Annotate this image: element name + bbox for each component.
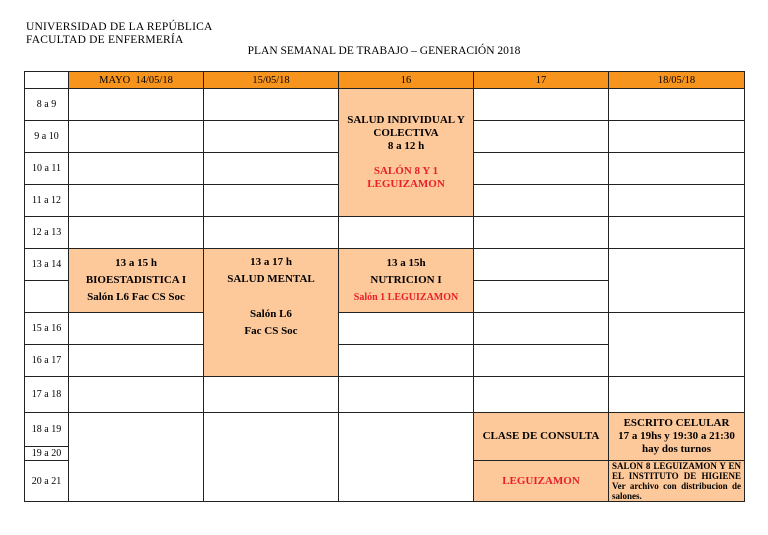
schedule-cell: [69, 377, 204, 413]
time-label: 15 a 16: [25, 313, 69, 345]
time-label: 11 a 12: [25, 185, 69, 217]
event-note: hay dos turnos: [641, 443, 712, 455]
schedule-cell: [609, 249, 745, 313]
event-title: NUTRICION I: [370, 274, 442, 286]
schedule-cell: [474, 153, 609, 185]
schedule-cell: [474, 345, 609, 377]
day-header-monday: MAYO 14/05/18: [69, 72, 204, 89]
schedule-cell: [69, 89, 204, 121]
time-label-empty: [25, 281, 69, 313]
schedule-cell: [69, 185, 204, 217]
schedule-cell: [204, 153, 339, 185]
schedule-cell: [474, 121, 609, 153]
event-time: 13 a 17 h: [250, 256, 292, 268]
time-label: 18 a 19: [25, 413, 69, 447]
time-label: 19 a 20: [25, 447, 69, 461]
event-room: SALON 8 LEGUIZAMON Y EN EL INSTITUTO DE HIGIENE Ver archivo con distribucion de salones.: [612, 461, 741, 501]
event-room: Salón L6: [250, 308, 292, 320]
event-title: SALUD MENTAL: [227, 273, 315, 285]
event-nutricion: [339, 249, 474, 313]
schedule-cell: [69, 121, 204, 153]
schedule-cell: [609, 313, 745, 377]
schedule-cell: [204, 377, 339, 413]
schedule-cell: [69, 217, 204, 249]
event-time: 17 a 19hs y 19:30 a 21:30: [618, 430, 735, 442]
schedule-cell: [69, 413, 204, 502]
schedule-cell: [204, 217, 339, 249]
schedule-cell: [69, 345, 204, 377]
event-leguizamon: [474, 461, 609, 502]
schedule-cell: [474, 281, 609, 313]
time-label: 16 a 17: [25, 345, 69, 377]
weekly-schedule-table: [24, 71, 745, 502]
schedule-cell: [609, 377, 745, 413]
day-header-thursday: 17: [474, 72, 609, 89]
schedule-cell: [69, 313, 204, 345]
schedule-cell: [474, 249, 609, 281]
day-header-friday: 18/05/18: [609, 72, 745, 89]
time-label: 17 a 18: [25, 377, 69, 413]
time-label: 20 a 21: [25, 461, 69, 502]
event-time: 8 a 12 h: [387, 140, 425, 152]
schedule-cell: [609, 89, 745, 121]
schedule-cell: [474, 185, 609, 217]
schedule-cell: [339, 217, 474, 249]
event-clase-consulta: [474, 413, 609, 461]
event-title: SALUD INDIVIDUAL Y COLECTIVA: [347, 114, 465, 139]
schedule-cell: [474, 217, 609, 249]
event-title: CLASE DE CONSULTA: [482, 430, 600, 442]
event-room: Salón 1 LEGUIZAMON: [353, 292, 459, 303]
event-title: BIOESTADISTICA I: [85, 274, 187, 286]
event-salud-mental: [204, 249, 339, 377]
event-escrito-celular: [609, 413, 745, 461]
day-header-wednesday: 16: [339, 72, 474, 89]
schedule-cell: [69, 153, 204, 185]
time-label: 8 a 9: [25, 89, 69, 121]
event-salud-individual: [339, 89, 474, 217]
event-room: Fac CS Soc: [244, 325, 298, 337]
schedule-cell: [474, 89, 609, 121]
event-escrito-room: [609, 461, 745, 502]
schedule-cell: [474, 377, 609, 413]
schedule-cell: [204, 121, 339, 153]
day-header-tuesday: 15/05/18: [204, 72, 339, 89]
schedule-cell: [609, 185, 745, 217]
schedule-cell: [609, 121, 745, 153]
time-label: 9 a 10: [25, 121, 69, 153]
schedule-cell: [339, 377, 474, 413]
event-room: Salón L6 Fac CS Soc: [87, 291, 185, 303]
event-time: 13 a 15 h: [115, 257, 157, 269]
plan-title: PLAN SEMANAL DE TRABAJO – GENERACIÓN 2018: [247, 45, 521, 57]
schedule-cell: [204, 89, 339, 121]
time-label: 10 a 11: [25, 153, 69, 185]
schedule-cell: [474, 313, 609, 345]
university-name: UNIVERSIDAD DE LA REPÚBLICA: [26, 21, 213, 33]
faculty-name: FACULTAD DE ENFERMERÍA: [26, 34, 184, 46]
time-label: 13 a 14: [25, 249, 69, 281]
schedule-cell: [339, 413, 474, 502]
event-room: LEGUIZAMON: [502, 474, 580, 487]
schedule-cell: [204, 185, 339, 217]
corner-cell: [25, 72, 69, 89]
schedule-cell: [339, 345, 474, 377]
time-label: 12 a 13: [25, 217, 69, 249]
event-bioestadistica: [69, 249, 204, 313]
event-title: ESCRITO CELULAR: [623, 417, 730, 429]
schedule-cell: [204, 413, 339, 502]
schedule-cell: [609, 153, 745, 185]
event-time: 13 a 15h: [386, 257, 426, 269]
schedule-cell: [609, 217, 745, 249]
event-room: SALÓN 8 Y 1 LEGUIZAMON: [367, 165, 445, 190]
schedule-cell: [339, 313, 474, 345]
